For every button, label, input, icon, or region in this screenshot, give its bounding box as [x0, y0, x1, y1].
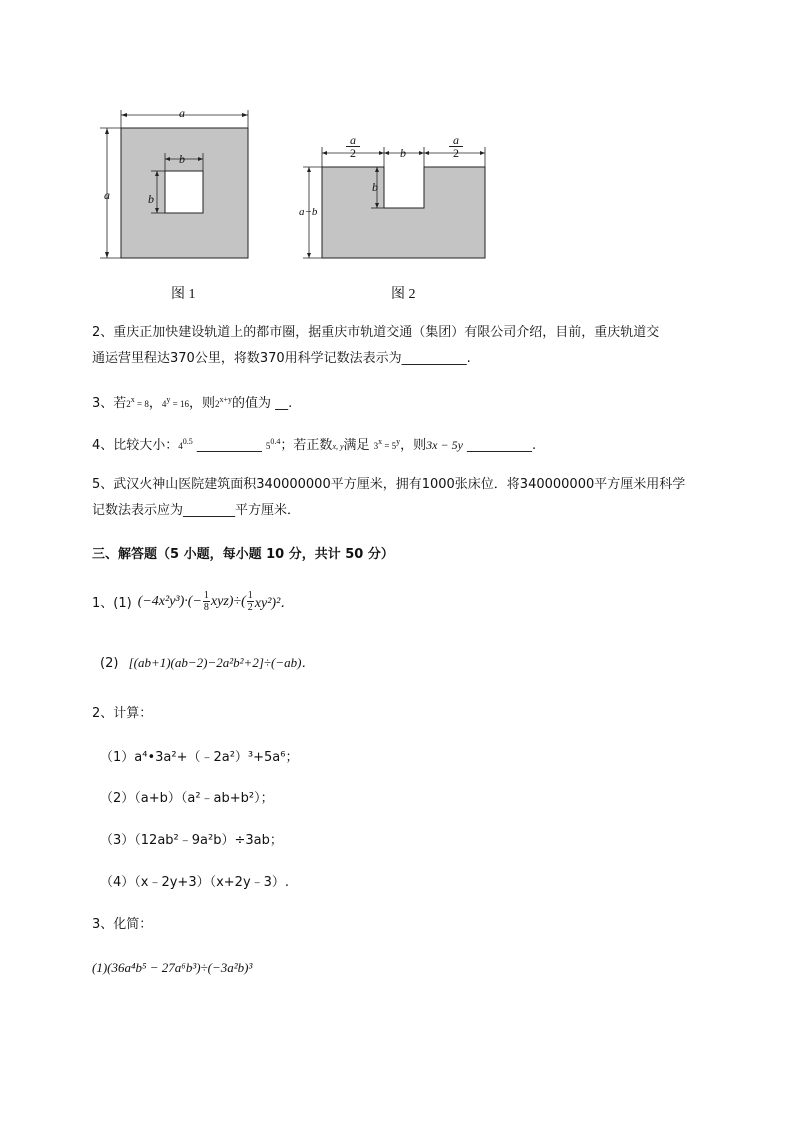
q4-b: 5 [265, 441, 271, 451]
p1-label2: (2) [100, 656, 119, 671]
q3-prefix: 3、若 [92, 396, 127, 411]
q3-m1: 2 [126, 399, 131, 409]
p3-item-1: (1)(36a⁴b⁵ − 27a⁶b³)÷(−3a²b)³ [92, 960, 253, 975]
q3-m1-rest: = 8 [134, 399, 149, 409]
q4-eq-sup2: y [396, 437, 401, 446]
fig1-top-label: a [179, 106, 185, 120]
q3-m2-sup: y [166, 395, 171, 404]
fig1-inner-square [165, 171, 203, 213]
q4-blank1: __________ [192, 438, 262, 453]
fig2-right-half-den: 2 [453, 146, 459, 160]
problem-2-title: 2、计算： [92, 706, 153, 721]
q4-vars: x, y [332, 442, 344, 451]
p1-expr1b: xyz)÷( [210, 593, 246, 609]
question-3 [92, 392, 292, 411]
q4-eq: 3 [373, 441, 379, 451]
q3-suffix: 的值为 __. [231, 396, 293, 411]
question-4 [92, 434, 536, 453]
p1-frac2 [247, 590, 254, 613]
fig1-inner-height-label: b [148, 192, 154, 206]
p1-frac1 [203, 590, 210, 613]
q4-expr: 3x − 5y [426, 438, 463, 452]
question-5 [92, 470, 685, 526]
q4-prefix: 4、比较大小： [92, 438, 179, 453]
fig2-shape [322, 167, 485, 258]
q4-a: 4 [178, 441, 183, 451]
q3-comma: ， [148, 396, 162, 411]
p1-frac1-num: 1 [203, 590, 209, 601]
q3-m1-sup: x [130, 395, 135, 404]
fig1-left-label: a [104, 188, 110, 202]
fig1-inner-width-label: b [179, 152, 185, 166]
q4-mid3: ，则 [400, 438, 427, 453]
p2-item-3: （3）（12ab²﹣9a²b）÷3ab； [100, 833, 283, 848]
q3-m2: 4 [161, 399, 167, 409]
figure-1 [95, 105, 255, 265]
q4-eq-sup: x [378, 437, 383, 446]
q2-line2: 通运营里程达370公里，将数370用科学记数法表示为__________. [92, 351, 471, 366]
q4-a-sup: 0.5 [182, 437, 193, 446]
q2-line1: 2、重庆正加快建设轨道上的都市圈，据重庆市轨道交通（集团）有限公司介绍，目前，重庆轨道交 [92, 325, 660, 340]
q3-m3-sup: x+y [219, 395, 232, 404]
q5-line2: 记数法表示应为________平方厘米． [92, 503, 301, 518]
fig2-mid-label: b [400, 146, 406, 160]
q3-m2-rest: = 16 [170, 399, 189, 409]
p1-frac1-den: 8 [203, 602, 209, 613]
q4-mid2: 满足 [343, 438, 370, 453]
q4-blank2: __________. [462, 438, 537, 453]
figure-2 [295, 135, 495, 265]
fig2-notch-height-label: b [372, 180, 378, 194]
q3-mid: ，则 [188, 396, 215, 411]
p1-frac2-num: 1 [247, 590, 253, 601]
problem-1-part-2 [100, 652, 314, 671]
fig1-caption: 图 1 [171, 287, 196, 302]
q4-mid1: ；若正数 [280, 438, 333, 453]
q3-m3: 2 [214, 399, 220, 409]
fig2-caption: 图 2 [391, 287, 416, 302]
p1-expr2: [(ab+1)(ab−2)−2a²b²+2]÷(−ab)． [128, 655, 315, 670]
p1-label: 1、(1) [92, 596, 132, 611]
p2-item-4: （4）（x﹣2y+3）（x+2y﹣3）. [100, 875, 290, 890]
fig2-left-label: a−b [299, 206, 318, 218]
fig2-left-half-label [346, 134, 360, 159]
fig2-right-half-num: a [449, 134, 463, 147]
question-2 [92, 318, 659, 374]
p2-item-1: （1）a⁴•3a²+（﹣2a²）³+5a⁶； [100, 750, 299, 765]
q4-eq-rest: = 5 [382, 441, 397, 451]
q5-line1: 5、武汉火神山医院建筑面积340000000平方厘米，拥有1000张床位．将340000000平方厘米用科学 [92, 477, 686, 492]
q4-b-sup: 0.4 [270, 437, 281, 446]
p2-item-2: （2）（a+b）（a²﹣ab+b²）； [100, 791, 274, 806]
fig2-left-half-num: a [346, 134, 360, 147]
section-3-title: 三、解答题（5 小题，每小题 10 分，共计 50 分） [92, 547, 394, 562]
fig2-right-half-label [449, 134, 463, 159]
fig2-left-half-den: 2 [350, 146, 356, 160]
p1-expr1c: xy²)²． [254, 595, 295, 611]
p1-expr1: (−4x²y³)·(− [137, 593, 202, 609]
p1-frac2-den: 2 [247, 602, 253, 613]
problem-1-part-1 [92, 590, 294, 613]
problem-3-title: 3、化简： [92, 917, 153, 932]
